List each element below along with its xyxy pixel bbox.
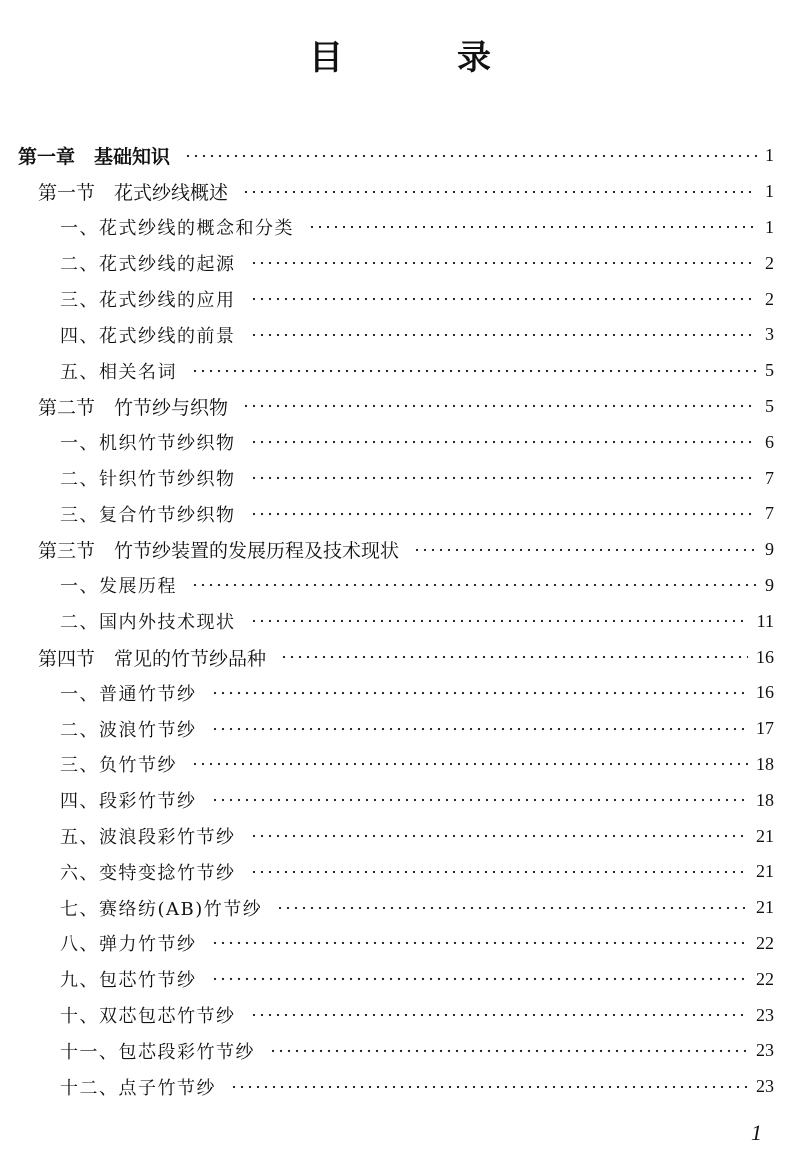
toc-entry-item[interactable] [0, 890, 800, 926]
toc-entry-label: 二、国内外技术现状 [60, 612, 236, 634]
toc-entry-item[interactable] [0, 675, 800, 711]
toc-entry-label: 第三节 竹节纱装置的发展历程及技术现状 [38, 540, 400, 563]
toc-entry-label: 第四节 常见的竹节纱品种 [38, 647, 267, 670]
toc-entry-page-number: 22 [756, 968, 774, 989]
toc-entry-label: 八、弹力竹节纱 [60, 934, 197, 956]
toc-entry-label: 五、相关名词 [60, 361, 177, 383]
toc-entry-page-number: 16 [756, 682, 774, 703]
toc-entry-page-number: 16 [756, 646, 774, 667]
toc-entry-section[interactable] [0, 174, 800, 210]
dot-leader [191, 759, 748, 769]
toc-entry-label: 一、花式纱线的概念和分类 [60, 218, 294, 240]
toc-entry-label: 九、包芯竹节纱 [60, 970, 197, 992]
toc-entry-item[interactable] [0, 317, 800, 353]
toc-entry-page-number: 21 [756, 825, 774, 846]
toc-entry-page-number: 23 [756, 1076, 774, 1097]
toc-entry-label: 七、赛络纺(AB)竹节纱 [60, 898, 263, 920]
toc-entry-label: 三、复合竹节纱织物 [60, 504, 236, 526]
toc-entry-label: 第一章 基础知识 [18, 146, 171, 169]
toc-entry-item[interactable] [0, 496, 800, 532]
toc-entry-page-number: 7 [765, 467, 774, 488]
toc-entry-item[interactable] [0, 460, 800, 496]
toc-entry-page-number: 2 [765, 252, 774, 273]
toc-entry-label: 第二节 竹节纱与织物 [38, 396, 229, 419]
toc-entry-label: 一、机织竹节纱织物 [60, 433, 236, 455]
toc-entry-label: 四、花式纱线的前景 [60, 325, 236, 347]
toc-entry-page-number: 22 [756, 932, 774, 953]
toc-entry-label: 一、普通竹节纱 [60, 683, 197, 705]
toc-entry-label: 五、波浪段彩竹节纱 [60, 827, 236, 849]
toc-entry-item[interactable] [0, 961, 800, 997]
toc-entry-item[interactable] [0, 568, 800, 604]
toc-entry-item[interactable] [0, 424, 800, 460]
toc-entry-item[interactable] [0, 926, 800, 962]
toc-entry-page-number: 5 [765, 395, 774, 416]
toc-entry-page-number: 1 [765, 181, 774, 202]
dot-leader [276, 903, 748, 913]
toc-entry-label: 四、段彩竹节纱 [60, 791, 197, 813]
toc-entry-item[interactable] [0, 281, 800, 317]
dot-leader [250, 831, 749, 841]
toc-entry-page-number: 17 [756, 718, 774, 739]
toc-entry-chapter[interactable] [0, 138, 800, 174]
toc-entry-item[interactable] [0, 245, 800, 281]
toc-entry-section[interactable] [0, 389, 800, 425]
dot-leader [250, 294, 758, 304]
dot-leader [184, 151, 757, 161]
toc-entry-item[interactable] [0, 711, 800, 747]
dot-leader [211, 688, 749, 698]
dot-leader [250, 437, 758, 447]
toc-entry-label: 二、针织竹节纱织物 [60, 469, 236, 491]
toc-entry-label: 六、变特变捻竹节纱 [60, 862, 236, 884]
toc-entry-item[interactable] [0, 353, 800, 389]
toc-entry-page-number: 1 [765, 216, 774, 237]
footer-page-number: 1 [751, 1120, 762, 1145]
toc-entry-label: 三、负竹节纱 [60, 755, 177, 777]
toc-entry-page-number: 18 [756, 753, 774, 774]
toc-entry-page-number: 5 [765, 360, 774, 381]
toc-entry-page-number: 23 [756, 1040, 774, 1061]
dot-leader [211, 724, 749, 734]
table-of-contents [0, 138, 800, 1105]
toc-entry-page-number: 2 [765, 288, 774, 309]
toc-entry-item[interactable] [0, 1033, 800, 1069]
toc-entry-label: 第一节 花式纱线概述 [38, 182, 229, 205]
toc-entry-label: 十二、点子竹节纱 [60, 1077, 216, 1099]
toc-entry-page-number: 9 [765, 574, 774, 595]
toc-entry-item[interactable] [0, 818, 800, 854]
toc-entry-page-number: 21 [756, 861, 774, 882]
dot-leader [250, 1010, 749, 1020]
toc-entry-section[interactable] [0, 639, 800, 675]
dot-leader [230, 1082, 748, 1092]
toc-entry-item[interactable] [0, 1069, 800, 1105]
toc-entry-item[interactable] [0, 782, 800, 818]
toc-entry-label: 二、波浪竹节纱 [60, 719, 197, 741]
toc-entry-page-number: 21 [756, 897, 774, 918]
dot-leader [242, 401, 757, 411]
toc-entry-item[interactable] [0, 603, 800, 639]
dot-leader [250, 330, 758, 340]
toc-entry-page-number: 7 [765, 503, 774, 524]
dot-leader [250, 473, 758, 483]
dot-leader [211, 795, 749, 805]
toc-entry-item[interactable] [0, 997, 800, 1033]
dot-leader [211, 974, 749, 984]
toc-entry-page-number: 11 [756, 610, 774, 631]
toc-entry-label: 十一、包芯段彩竹节纱 [60, 1041, 255, 1063]
toc-entry-page-number: 6 [765, 431, 774, 452]
toc-entry-item[interactable] [0, 747, 800, 783]
dot-leader [308, 222, 757, 232]
toc-entry-section[interactable] [0, 532, 800, 568]
dot-leader [250, 509, 758, 519]
toc-entry-page-number: 1 [765, 145, 774, 166]
dot-leader [211, 938, 749, 948]
toc-entry-item[interactable] [0, 854, 800, 890]
dot-leader [191, 366, 757, 376]
page-title: 目 录 [309, 38, 531, 78]
toc-entry-label: 一、发展历程 [60, 576, 177, 598]
toc-entry-page-number: 3 [765, 324, 774, 345]
dot-leader [280, 652, 748, 662]
toc-entry-page-number: 23 [756, 1004, 774, 1025]
toc-entry-label: 十、双芯包芯竹节纱 [60, 1006, 236, 1028]
dot-leader [250, 258, 758, 268]
dot-leader [191, 580, 757, 590]
toc-entry-label: 二、花式纱线的起源 [60, 254, 236, 276]
dot-leader [269, 1046, 748, 1056]
dot-leader [242, 187, 757, 197]
dot-leader [250, 616, 749, 626]
toc-entry-page-number: 9 [765, 539, 774, 560]
dot-leader [250, 867, 749, 877]
toc-entry-item[interactable] [0, 210, 800, 246]
toc-entry-label: 三、花式纱线的应用 [60, 290, 236, 312]
dot-leader [413, 545, 757, 555]
toc-entry-page-number: 18 [756, 789, 774, 810]
